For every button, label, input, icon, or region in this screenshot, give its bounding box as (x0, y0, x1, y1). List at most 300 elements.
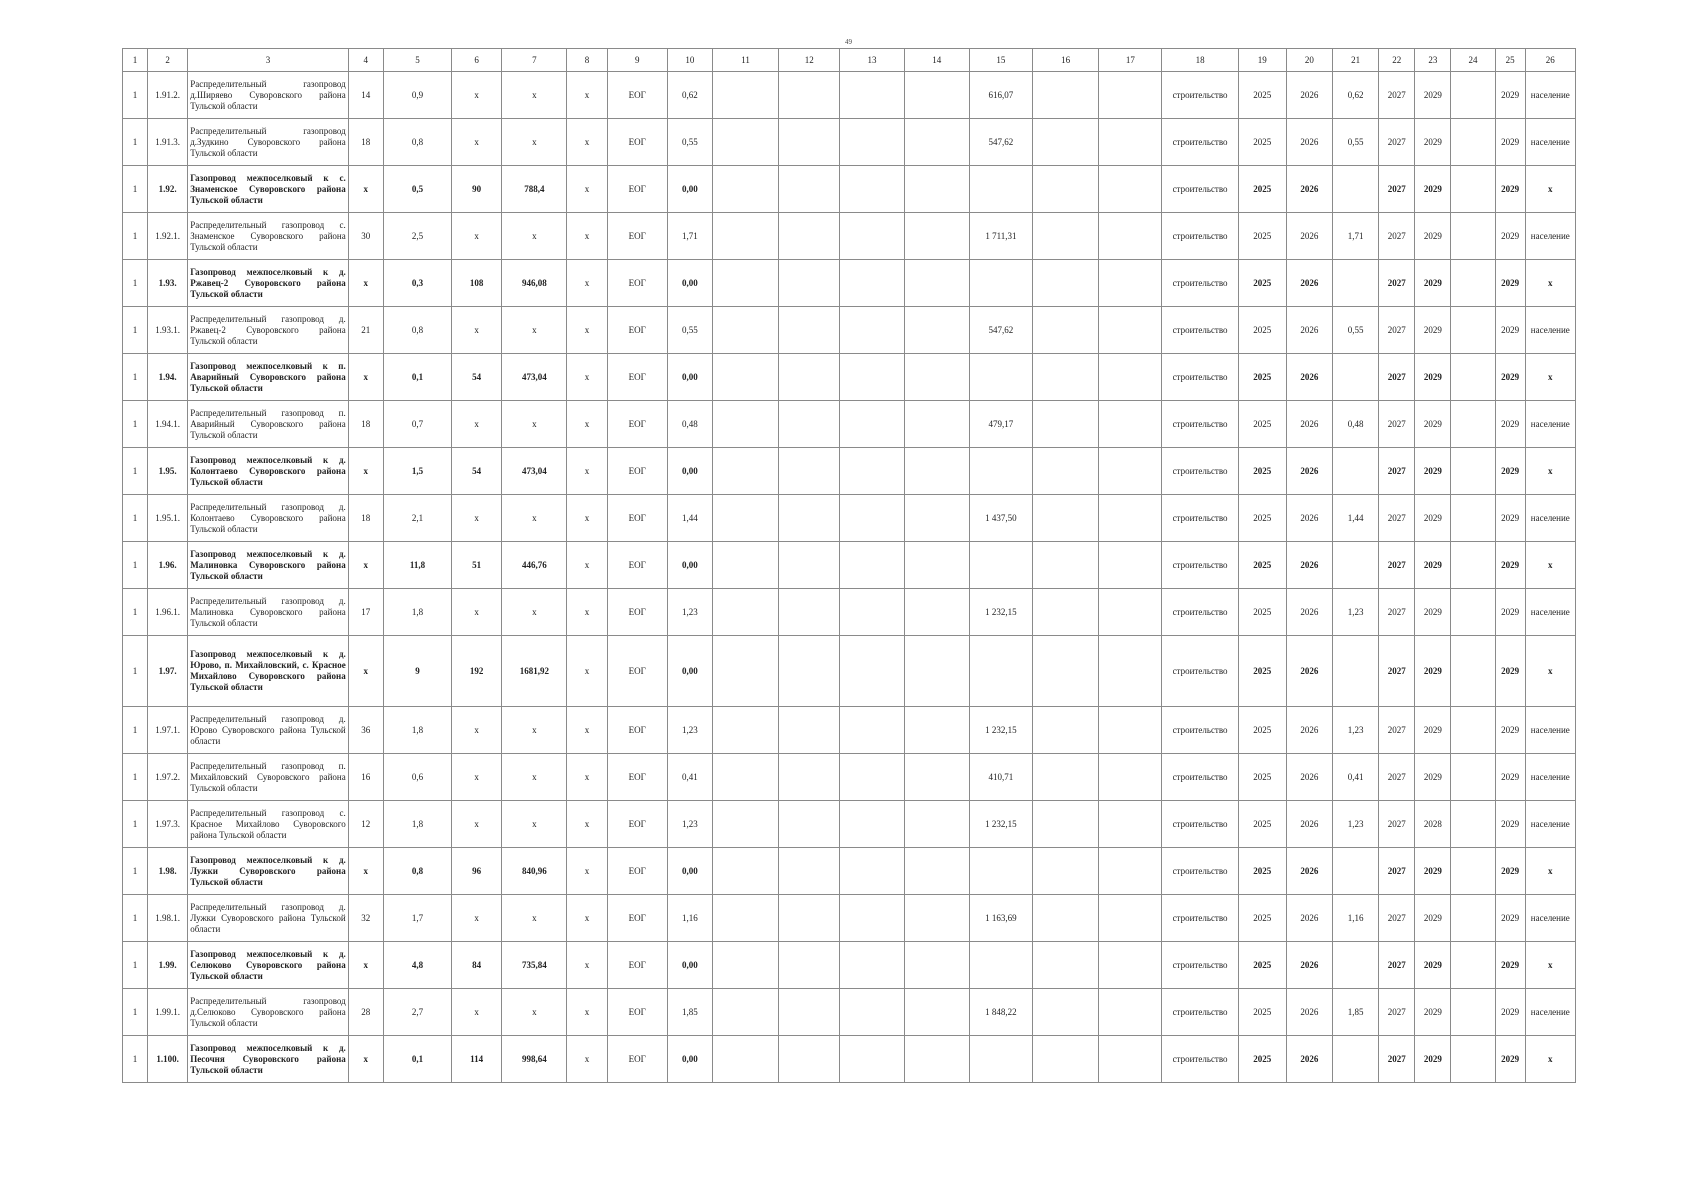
table-cell (1451, 260, 1495, 307)
table-cell: 51 (452, 542, 502, 589)
table-cell (1099, 589, 1162, 636)
table-cell (1033, 307, 1099, 354)
table-cell: 1.97.3. (148, 801, 188, 848)
table-cell: 0,48 (1333, 401, 1379, 448)
table-cell: 2025 (1238, 307, 1286, 354)
table-cell: 2025 (1238, 942, 1286, 989)
table-cell (779, 801, 840, 848)
table-cell (1451, 589, 1495, 636)
table-cell: 2027 (1379, 989, 1415, 1036)
table-cell (1033, 354, 1099, 401)
table-cell: строительство (1162, 989, 1238, 1036)
table-cell (840, 989, 904, 1036)
table-cell (1451, 754, 1495, 801)
table-cell: 1.98. (148, 848, 188, 895)
table-cell: 2029 (1415, 495, 1451, 542)
table-cell (969, 354, 1032, 401)
table-cell: x (1525, 354, 1575, 401)
table-cell: 28 (348, 989, 383, 1036)
column-number-cell: 10 (667, 49, 712, 72)
table-cell: 2027 (1379, 213, 1415, 260)
table-cell: 2029 (1415, 260, 1451, 307)
table-cell (840, 448, 904, 495)
table-cell (840, 895, 904, 942)
table-cell (1099, 213, 1162, 260)
table-cell: 1681,92 (502, 636, 567, 707)
table-cell (840, 542, 904, 589)
table-cell: 1 (123, 589, 148, 636)
table-cell: ЕОГ (607, 401, 667, 448)
table-cell: 2029 (1495, 636, 1525, 707)
table-cell: ЕОГ (607, 942, 667, 989)
table-cell: 2,1 (383, 495, 451, 542)
table-cell: 1,71 (1333, 213, 1379, 260)
table-cell: строительство (1162, 895, 1238, 942)
table-cell: x (348, 636, 383, 707)
column-number-cell: 8 (567, 49, 607, 72)
table-cell: 2027 (1379, 542, 1415, 589)
object-name-cell: Газопровод межпоселковый к д. Лужки Суворовского района Тульской области (188, 848, 349, 895)
table-row (123, 589, 1576, 636)
table-cell (1099, 942, 1162, 989)
table-cell (779, 166, 840, 213)
table-cell: 2028 (1415, 801, 1451, 848)
table-cell (712, 589, 778, 636)
table-cell: x (567, 542, 607, 589)
table-cell: строительство (1162, 307, 1238, 354)
table-cell: 1,44 (667, 495, 712, 542)
table-cell (1099, 895, 1162, 942)
table-cell: ЕОГ (607, 166, 667, 213)
object-name-cell: Газопровод межпоселковый к д. Селюково Суворовского района Тульской области (188, 942, 349, 989)
table-cell (1099, 754, 1162, 801)
table-cell: ЕОГ (607, 989, 667, 1036)
table-cell: 1 232,15 (969, 707, 1032, 754)
column-number-cell: 3 (188, 49, 349, 72)
table-cell: 4,8 (383, 942, 451, 989)
table-cell: 1 232,15 (969, 589, 1032, 636)
table-cell (904, 72, 969, 119)
table-cell: 1 (123, 260, 148, 307)
table-cell: ЕОГ (607, 307, 667, 354)
table-cell: x (567, 1036, 607, 1083)
table-cell (904, 1036, 969, 1083)
table-row (123, 542, 1576, 589)
table-cell: 1.91.3. (148, 119, 188, 166)
table-cell: 2025 (1238, 848, 1286, 895)
table-cell (969, 942, 1032, 989)
table-cell: x (348, 448, 383, 495)
table-cell: 0,55 (667, 307, 712, 354)
table-cell: ЕОГ (607, 119, 667, 166)
table-cell (904, 495, 969, 542)
table-cell (969, 1036, 1032, 1083)
table-cell: 1 (123, 354, 148, 401)
table-cell: 2029 (1415, 754, 1451, 801)
table-cell: 1 (123, 542, 148, 589)
table-cell (1099, 1036, 1162, 1083)
table-cell (1033, 801, 1099, 848)
table-cell (712, 213, 778, 260)
table-cell: строительство (1162, 942, 1238, 989)
object-name-cell: Газопровод межпоселковый к п. Аварийный Суворовского района Тульской области (188, 354, 349, 401)
table-cell: 18 (348, 495, 383, 542)
table-cell: 2027 (1379, 354, 1415, 401)
table-row (123, 801, 1576, 848)
table-cell: 0,8 (383, 848, 451, 895)
table-cell (840, 801, 904, 848)
column-number-cell: 18 (1162, 49, 1238, 72)
table-cell: ЕОГ (607, 260, 667, 307)
table-cell: 0,41 (667, 754, 712, 801)
table-cell: 12 (348, 801, 383, 848)
table-cell: 2025 (1238, 754, 1286, 801)
table-cell: 2029 (1415, 542, 1451, 589)
table-row (123, 848, 1576, 895)
table-cell: 2029 (1415, 166, 1451, 213)
table-cell: строительство (1162, 636, 1238, 707)
table-cell: 2029 (1495, 119, 1525, 166)
table-cell: x (1525, 260, 1575, 307)
table-cell: x (567, 801, 607, 848)
table-cell: население (1525, 754, 1575, 801)
table-cell: 1.95. (148, 448, 188, 495)
table-cell: 2029 (1415, 636, 1451, 707)
table-cell: x (452, 589, 502, 636)
table-cell: 0,1 (383, 1036, 451, 1083)
column-number-cell: 16 (1033, 49, 1099, 72)
object-name-cell: Распределительный газопровод д. Колонтаево Суворовского района Тульской области (188, 495, 349, 542)
table-cell: 2026 (1286, 448, 1332, 495)
table-cell: x (502, 707, 567, 754)
table-cell: 547,62 (969, 307, 1032, 354)
table-cell (840, 495, 904, 542)
table-cell: x (452, 213, 502, 260)
table-cell: население (1525, 307, 1575, 354)
object-name-cell: Газопровод межпоселковый к д. Песочня Суворовского района Тульской области (188, 1036, 349, 1083)
table-cell: население (1525, 589, 1575, 636)
table-cell (712, 166, 778, 213)
table-cell: 473,04 (502, 448, 567, 495)
table-cell (1451, 1036, 1495, 1083)
table-cell: 0,41 (1333, 754, 1379, 801)
table-cell: 2026 (1286, 260, 1332, 307)
table-cell (1333, 1036, 1379, 1083)
table-cell (1033, 754, 1099, 801)
table-cell: 1.98.1. (148, 895, 188, 942)
object-name-cell: Распределительный газопровод д.Зудкино Суворовского района Тульской области (188, 119, 349, 166)
table-cell: 2029 (1495, 260, 1525, 307)
table-row (123, 119, 1576, 166)
table-cell (779, 495, 840, 542)
table-cell: x (502, 401, 567, 448)
table-cell: 114 (452, 1036, 502, 1083)
table-cell: 1,85 (1333, 989, 1379, 1036)
table-row (123, 495, 1576, 542)
table-cell (969, 636, 1032, 707)
column-number-cell: 7 (502, 49, 567, 72)
table-cell: 0,00 (667, 942, 712, 989)
table-cell: 2029 (1495, 72, 1525, 119)
table-cell: 1,23 (1333, 801, 1379, 848)
table-cell (1451, 848, 1495, 895)
table-cell: 108 (452, 260, 502, 307)
table-cell: 2029 (1495, 942, 1525, 989)
table-cell (1033, 72, 1099, 119)
column-number-cell: 5 (383, 49, 451, 72)
table-cell: x (567, 401, 607, 448)
table-cell: 479,17 (969, 401, 1032, 448)
gas-pipeline-table (122, 48, 1576, 1083)
table-cell: x (567, 754, 607, 801)
table-cell: 2029 (1495, 801, 1525, 848)
table-cell (1451, 307, 1495, 354)
table-cell: 1,7 (383, 895, 451, 942)
table-cell: x (348, 1036, 383, 1083)
table-cell: 1 (123, 895, 148, 942)
table-cell: 2026 (1286, 72, 1332, 119)
table-cell (712, 707, 778, 754)
table-cell (904, 260, 969, 307)
table-cell (840, 213, 904, 260)
table-cell: 2029 (1415, 401, 1451, 448)
table-cell: 2029 (1415, 1036, 1451, 1083)
table-cell (712, 119, 778, 166)
table-cell (712, 942, 778, 989)
table-row (123, 895, 1576, 942)
table-cell (1033, 989, 1099, 1036)
table-cell: ЕОГ (607, 495, 667, 542)
table-cell: x (567, 72, 607, 119)
page-number: 49 (845, 38, 852, 46)
table-row (123, 707, 1576, 754)
table-cell: 0,48 (667, 401, 712, 448)
column-number-cell: 23 (1415, 49, 1451, 72)
table-cell: строительство (1162, 801, 1238, 848)
table-cell: 2,7 (383, 989, 451, 1036)
table-cell: x (1525, 1036, 1575, 1083)
table-cell (779, 754, 840, 801)
table-cell: 840,96 (502, 848, 567, 895)
table-cell (779, 636, 840, 707)
table-cell (1333, 166, 1379, 213)
table-cell: 0,7 (383, 401, 451, 448)
table-cell: 1.94. (148, 354, 188, 401)
table-cell (1099, 801, 1162, 848)
table-cell: 1 (123, 213, 148, 260)
table-cell: строительство (1162, 260, 1238, 307)
table-cell (1099, 989, 1162, 1036)
table-cell: 0,00 (667, 166, 712, 213)
object-name-cell: Распределительный газопровод д. Юрово Суворовского района Тульской области (188, 707, 349, 754)
table-cell: 32 (348, 895, 383, 942)
table-cell: 2029 (1415, 354, 1451, 401)
table-cell (904, 989, 969, 1036)
table-cell: 473,04 (502, 354, 567, 401)
table-cell (1451, 119, 1495, 166)
table-cell: ЕОГ (607, 448, 667, 495)
table-cell: 1 (123, 707, 148, 754)
table-cell: 0,8 (383, 307, 451, 354)
table-cell (904, 707, 969, 754)
table-cell: x (452, 119, 502, 166)
object-name-cell: Распределительный газопровод д.Ширяево Суворовского района Тульской области (188, 72, 349, 119)
table-cell: ЕОГ (607, 754, 667, 801)
table-cell (1033, 495, 1099, 542)
table-cell: x (567, 636, 607, 707)
table-cell: 2029 (1415, 942, 1451, 989)
table-cell: 2029 (1495, 495, 1525, 542)
table-cell: строительство (1162, 754, 1238, 801)
table-cell: 2029 (1415, 895, 1451, 942)
table-cell: 1,23 (667, 707, 712, 754)
table-cell: 2026 (1286, 848, 1332, 895)
table-cell: 0,00 (667, 260, 712, 307)
table-cell: 1 (123, 801, 148, 848)
table-cell: строительство (1162, 1036, 1238, 1083)
table-cell (840, 754, 904, 801)
table-row (123, 636, 1576, 707)
table-cell: ЕОГ (607, 72, 667, 119)
table-cell: 2025 (1238, 166, 1286, 213)
table-cell: 2029 (1495, 213, 1525, 260)
table-cell (904, 448, 969, 495)
table-cell: 54 (452, 354, 502, 401)
table-cell: 2026 (1286, 801, 1332, 848)
table-cell (840, 307, 904, 354)
table-cell (840, 401, 904, 448)
table-cell (712, 895, 778, 942)
table-cell: 2027 (1379, 636, 1415, 707)
table-cell: x (452, 495, 502, 542)
table-cell: 0,00 (667, 848, 712, 895)
table-cell: строительство (1162, 495, 1238, 542)
table-cell: 0,8 (383, 119, 451, 166)
table-cell: 2026 (1286, 942, 1332, 989)
table-cell: 2026 (1286, 754, 1332, 801)
table-cell: 1,5 (383, 448, 451, 495)
table-cell: x (1525, 542, 1575, 589)
table-cell: x (567, 213, 607, 260)
table-cell: 1.97. (148, 636, 188, 707)
table-cell: 2029 (1415, 707, 1451, 754)
table-cell: 18 (348, 401, 383, 448)
table-cell: 2026 (1286, 636, 1332, 707)
table-cell: 17 (348, 589, 383, 636)
table-cell: население (1525, 213, 1575, 260)
table-cell: население (1525, 707, 1575, 754)
table-cell: строительство (1162, 72, 1238, 119)
table-cell: население (1525, 72, 1575, 119)
table-cell: 2025 (1238, 989, 1286, 1036)
table-cell: 1 (123, 495, 148, 542)
table-cell (1451, 542, 1495, 589)
object-name-cell: Распределительный газопровод с. Красное Михайлово Суворовского района Тульской области (188, 801, 349, 848)
table-cell (1033, 448, 1099, 495)
table-cell: 2027 (1379, 72, 1415, 119)
object-name-cell: Газопровод межпоселковый к с. Знаменское Суворовского района Тульской области (188, 166, 349, 213)
table-cell (840, 707, 904, 754)
table-cell: x (567, 166, 607, 213)
table-cell: x (502, 213, 567, 260)
table-cell (712, 401, 778, 448)
table-cell (1451, 448, 1495, 495)
object-name-cell: Газопровод межпоселковый к д. Колонтаево Суворовского района Тульской области (188, 448, 349, 495)
table-cell: 0,62 (1333, 72, 1379, 119)
table-cell: x (348, 848, 383, 895)
table-cell (969, 166, 1032, 213)
column-number-cell: 6 (452, 49, 502, 72)
table-cell: строительство (1162, 848, 1238, 895)
table-cell (1333, 942, 1379, 989)
table-cell: x (452, 801, 502, 848)
table-cell: 2029 (1415, 589, 1451, 636)
table-cell: 11,8 (383, 542, 451, 589)
table-cell (904, 801, 969, 848)
table-cell: 192 (452, 636, 502, 707)
table-cell: 2027 (1379, 848, 1415, 895)
table-cell: 1,8 (383, 801, 451, 848)
table-cell: 1 232,15 (969, 801, 1032, 848)
table-cell: 1 (123, 72, 148, 119)
table-cell: 1,16 (1333, 895, 1379, 942)
table-cell: x (348, 166, 383, 213)
table-cell: строительство (1162, 119, 1238, 166)
table-cell (904, 354, 969, 401)
table-cell: x (567, 707, 607, 754)
object-name-cell: Распределительный газопровод д. Лужки Суворовского района Тульской области (188, 895, 349, 942)
table-cell: 2025 (1238, 260, 1286, 307)
table-cell: 2027 (1379, 589, 1415, 636)
table-cell: 2029 (1415, 989, 1451, 1036)
table-cell: 0,00 (667, 448, 712, 495)
table-cell (1451, 401, 1495, 448)
table-cell (1033, 166, 1099, 213)
table-cell: 1 (123, 754, 148, 801)
table-cell (779, 942, 840, 989)
table-cell: x (567, 354, 607, 401)
table-cell: 1 (123, 848, 148, 895)
table-cell (779, 260, 840, 307)
table-cell: 0,9 (383, 72, 451, 119)
table-cell (712, 848, 778, 895)
table-cell: x (567, 848, 607, 895)
table-cell (904, 542, 969, 589)
table-cell (1033, 848, 1099, 895)
table-cell: 1 (123, 401, 148, 448)
table-cell: 2029 (1495, 354, 1525, 401)
table-row (123, 72, 1576, 119)
column-number-cell: 14 (904, 49, 969, 72)
table-cell: 1 (123, 989, 148, 1036)
table-row (123, 354, 1576, 401)
table-cell (1451, 495, 1495, 542)
table-cell (840, 636, 904, 707)
table-cell: население (1525, 401, 1575, 448)
table-cell: 2029 (1495, 754, 1525, 801)
table-cell (1099, 707, 1162, 754)
column-number-cell: 1 (123, 49, 148, 72)
table-cell (1099, 448, 1162, 495)
table-cell (1451, 354, 1495, 401)
table-cell: 1,85 (667, 989, 712, 1036)
table-cell: 2026 (1286, 1036, 1332, 1083)
table-cell: население (1525, 895, 1575, 942)
table-cell: 2027 (1379, 895, 1415, 942)
table-cell (779, 307, 840, 354)
table-cell: 2027 (1379, 495, 1415, 542)
table-cell: 2025 (1238, 1036, 1286, 1083)
